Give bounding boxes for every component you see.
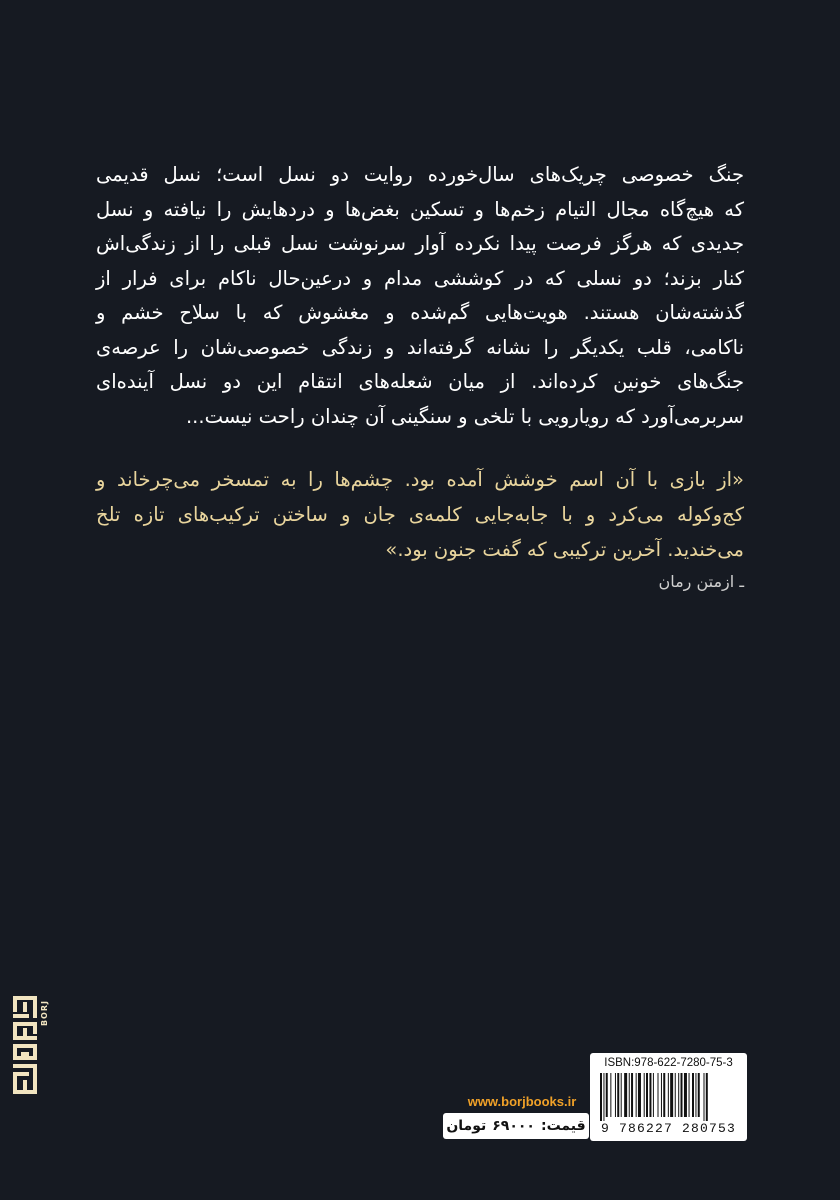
barcode-bar <box>644 1073 645 1117</box>
blurb-line: ناکامی، قلب یکدیگر را نشانه گرفته‌اند و زندگی خصوصی‌شان را عرصه‌ی <box>96 335 744 359</box>
publisher-website: www.borjbooks.ir <box>467 1094 577 1109</box>
barcode-bar <box>603 1073 604 1121</box>
barcode-bar <box>653 1073 654 1117</box>
barcode-bar <box>649 1073 651 1117</box>
blurb-line: کنار بزند؛ دو نسلی که در کوششی مدام و درعین‌حال ناکام برای فرار از <box>96 266 744 290</box>
barcode-bar <box>658 1073 659 1117</box>
barcode-bar <box>681 1073 683 1117</box>
blurb-line: که هیچ‌گاه مجال التیام زخم‌ها و تسکین بغض‌ها و دردهایش را نیافته و نسل <box>96 197 744 221</box>
price-box <box>443 1113 589 1139</box>
barcode-bar <box>606 1073 608 1117</box>
barcode-bar <box>706 1073 708 1121</box>
barcode-bar <box>661 1073 662 1117</box>
publisher-logo-icon <box>13 996 37 1094</box>
publisher-logo-wordmark: BORJ <box>40 1000 49 1027</box>
barcode-digits: 9 786227 280753 <box>600 1121 737 1136</box>
barcode-bar <box>636 1073 637 1117</box>
barcode-bar <box>638 1073 641 1117</box>
novel-excerpt-quote <box>96 462 840 567</box>
quote-line: کج‌وکوله می‌کرد و با جابه‌جایی کلمه‌ی جان و ساختن ترکیب‌های تازه تلخ <box>96 503 744 526</box>
barcode-bar <box>624 1073 627 1117</box>
barcode-bar <box>621 1073 622 1117</box>
barcode-bar <box>684 1073 687 1117</box>
barcode-bar <box>675 1073 676 1117</box>
barcode-bar <box>629 1073 630 1117</box>
barcode-bar <box>668 1073 669 1117</box>
price-currency: تومان <box>446 1118 487 1134</box>
barcode-bar <box>695 1073 696 1117</box>
barcode-bar <box>631 1073 633 1117</box>
isbn-text: ISBN:978-622-7280-75-3 <box>604 1057 733 1069</box>
quote-line: «از بازی با آن اسم خوشش آمده بود. چشم‌ها را به تمسخر می‌چرخاند و <box>96 468 744 491</box>
blurb-line: سربرمی‌آورد که رویارویی با تلخی و سنگینی آن چندان راحت نیست... <box>185 404 744 428</box>
barcode-icon <box>598 1073 739 1121</box>
barcode-bar <box>678 1073 679 1117</box>
barcode-bar <box>617 1073 619 1117</box>
barcode-bar <box>615 1073 616 1117</box>
barcode-bar <box>663 1073 665 1117</box>
blurb-line: جنگ خصوصی چریک‌های سال‌خورده روایت دو نسل است؛ نسل قدیمی <box>96 163 744 186</box>
back-cover-blurb <box>96 158 840 434</box>
blurb-line: جنگ‌های خونین کرده‌اند. از میان شعله‌های انتقام این دو نسل آینده‌ای <box>96 370 744 393</box>
quote-attribution: ـ ازمتن رمان <box>658 572 744 591</box>
barcode-bar <box>689 1073 690 1117</box>
blurb-line: گذشته‌شان هستند. هویت‌هایی گم‌شده و مغشوش که با سلاح خشم و <box>96 301 744 324</box>
barcode-bar <box>646 1073 648 1117</box>
barcode-bar <box>704 1073 705 1121</box>
quote-line: می‌خندید. آخرین ترکیبی که گفت جنون بود.» <box>385 538 744 561</box>
blurb-line: جدیدی که هرگز فرصت پیدا نکرده آوار سرنوشت نسل قبلی را از زندگی‌اش <box>96 232 744 255</box>
barcode-bar <box>600 1073 602 1121</box>
barcode-bar <box>692 1073 694 1117</box>
barcode-bar <box>698 1073 700 1117</box>
price-value: ۶۹۰۰۰ <box>492 1118 535 1134</box>
barcode-bar <box>670 1073 673 1117</box>
isbn-barcode-box <box>590 1053 747 1141</box>
barcode-bar <box>610 1073 611 1117</box>
price-label: قیمت: <box>540 1118 586 1134</box>
